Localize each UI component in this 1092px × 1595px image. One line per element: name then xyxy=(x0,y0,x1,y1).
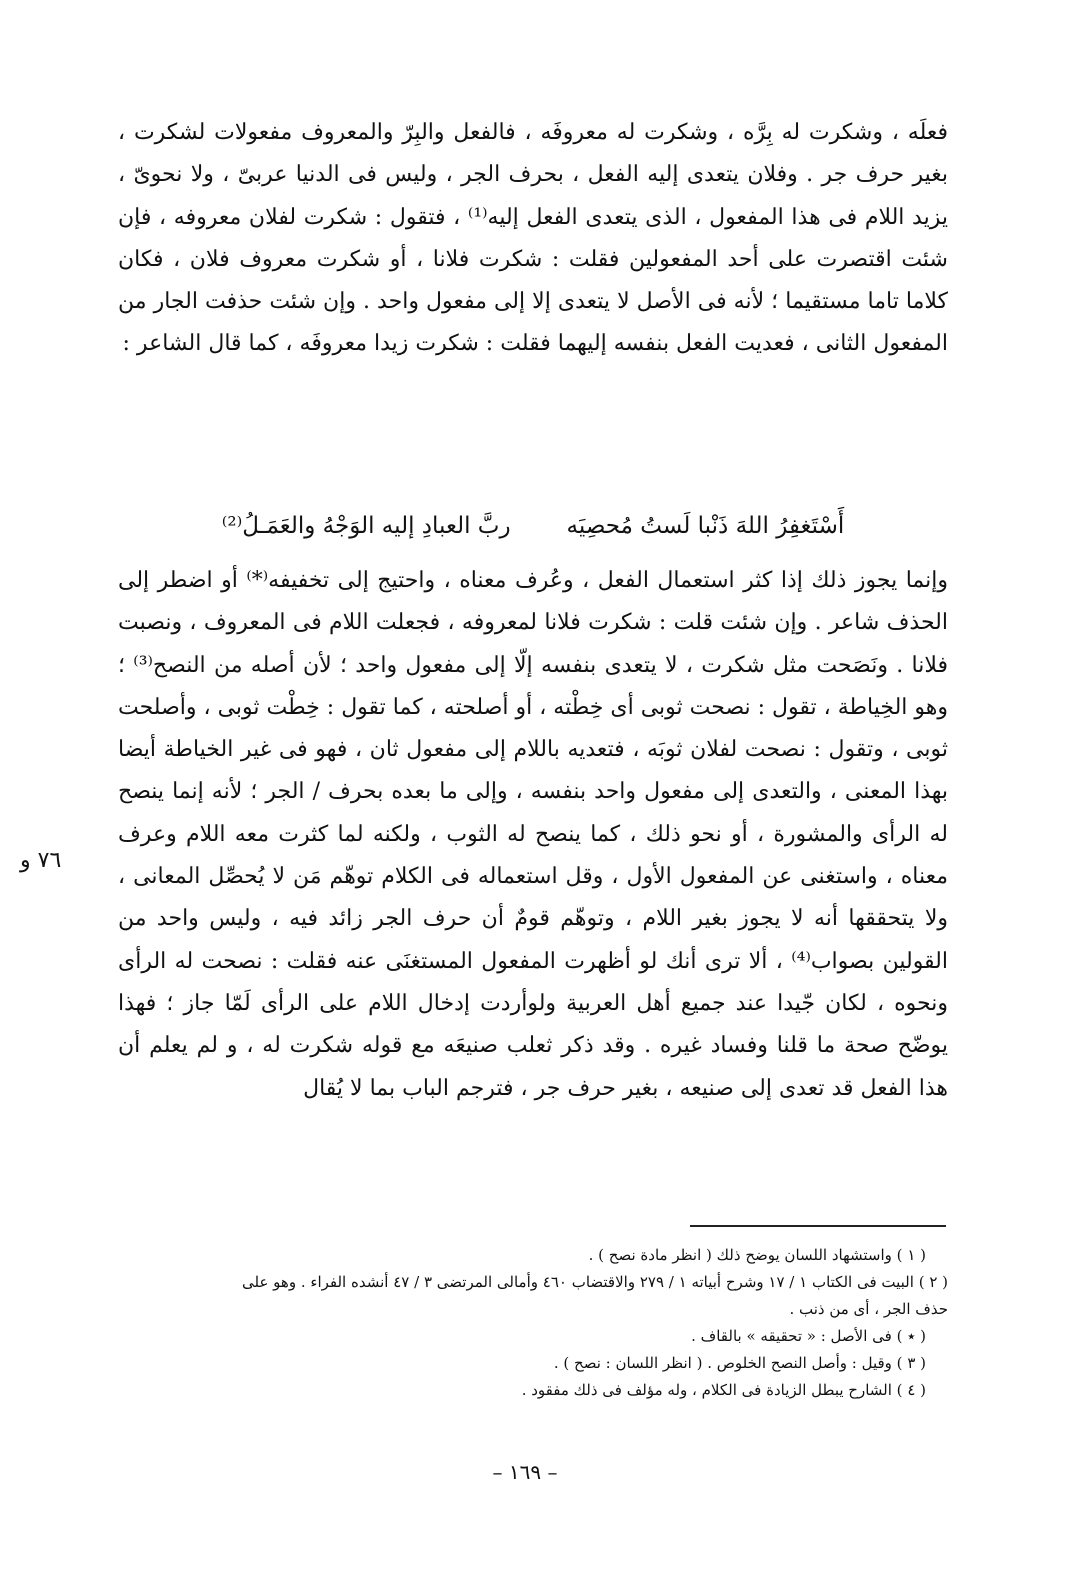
verse-first-hemistich: أَسْتَغفِرُ اللهَ ذَنْبا لَستُ مُحصِيَه xyxy=(566,512,845,539)
verse-second-hemistich: ربَّ العبادِ إليه الوَجْهُ والعَمَـلُ⁽²⁾ xyxy=(221,512,511,539)
manuscript-folio-note: ٧٦ و xyxy=(20,848,62,873)
footnote-separator xyxy=(690,1225,946,1227)
footnote-2: ( ٢ ) البيت فى الكتاب ١ / ١٧ وشرح أبياته ١ / ٢٧٩ والاقتضاب ٤٦٠ وأمالى المرتضى ٣ / ٤٧ أنشده الفراء . وهو على xyxy=(242,1273,948,1291)
footnotes-block xyxy=(116,1242,948,1404)
footnote-2-continuation: حذف الجر ، أى من ذنب . xyxy=(789,1300,948,1318)
paragraph-1: فعلَه ، وشكرت له بِرَّه ، وشكرت له معروفَه ، فالفعل والبِرّ والمعروف مفعولات لشكرت ، بغير حرف جر . وفلان يتعدى إليه الفعل ، بحرف الجر ، وليس فى الدنيا عربىّ ، ولا نحوىّ ، يزيد اللام فى هذا المفعول ، الذى يتعدى الفعل إليه⁽¹⁾ ، فتقول : شكرت لفلان معروفه ، فإن شئت اقتصرت على أحد المفعولين فقلت : شكرت فلانا ، أو شكرت معروف فلان ، فكان كلاما تاما مستقيما ؛ لأنه فى الأصل لا يتعدى إلا إلى مفعول واحد . وإن شئت حذفت الجار من المفعول الثانى ، فعديت الفعل بنفسه إليهما فقلت : شكرت زيدا معروفَه ، كما قال الشاعر : xyxy=(118,120,948,357)
paragraph-2: وإنما يجوز ذلك إذا كثر استعمال الفعل ، وعُرف معناه ، واحتيج إلى تخفيفه⁽*⁾ أو اضطر إلى الحذف شاعر . وإن شئت قلت : شكرت فلانا لمعروفه ، فجعلت اللام فى المعروف ، ونصبت فلانا . ونَصَحت مثل شكرت ، لا يتعدى بنفسه إلّا إلى مفعول واحد ؛ لأن أصله من النصح⁽³⁾ ؛ وهو الخِياطة ، تقول : نصحت ثوبى أى خِطْته ، أو أصلحته ، كما تقول : خِطْت ثوبى ، وأصلحت ثوبى ، وتقول : نصحت لفلان ثوبَه ، فتعديه باللام إلى مفعول ثان ، فهو فى غير الخياطة أيضا بهذا المعنى ، والتعدى إلى مفعول واحد بنفسه ، وإلى ما بعده بحرف / الجر ؛ لأنه إنما ينصح له الرأى والمشورة ، أو نحو ذلك ، كما ينصح له الثوب ، ولكنه لما كثرت معه اللام وعرف معناه ، واستغنى عن المفعول الأول ، وقل استعماله فى الكلام توهّم مَن لا يُحصِّل المعانى ، ولا يتحققها أنه لا يجوز بغير اللام ، وتوهّم قومٌ أن حرف الجر زائد فيه ، وليس واحد من القولين بصواب⁽⁴⁾ ، ألا ترى أنك لو أظهرت المفعول المستغنَى عنه فقلت : نصحت له الرأى ونحوه ، لكان جّيدا عند جميع أهل العربية ولوأردت إدخال اللام على الرأى لَمّا جاز ؛ فهذا يوضّح صحة ما قلنا وفساد غيره . وقد ذكر ثعلب صنيعَه مع قوله شكرت له ، و لم يعلم أن هذا الفعل قد تعدى إلى صنيعه ، بغير حرف جر ، فترجم الباب بما لا يُقال xyxy=(118,568,948,1101)
footnote-4: ( ٤ ) الشارح يبطل الزيادة فى الكلام ، وله مؤلف فى ذلك مفقود . xyxy=(521,1381,926,1399)
page-number: – ١٦٩ – xyxy=(492,1460,558,1484)
footnote-1: ( ١ ) واستشهاد اللسان يوضح ذلك ( انظر مادة نصح ) . xyxy=(588,1246,926,1264)
footnote-star: ( ٭ ) فى الأصل : « تحقيقه » بالقاف . xyxy=(691,1327,926,1345)
footnote-3: ( ٣ ) وقيل : وأصل النصح الخلوص . ( انظر اللسان : نصح ) . xyxy=(553,1354,926,1372)
main-text-block xyxy=(118,112,948,1194)
poetry-verse xyxy=(118,492,948,560)
